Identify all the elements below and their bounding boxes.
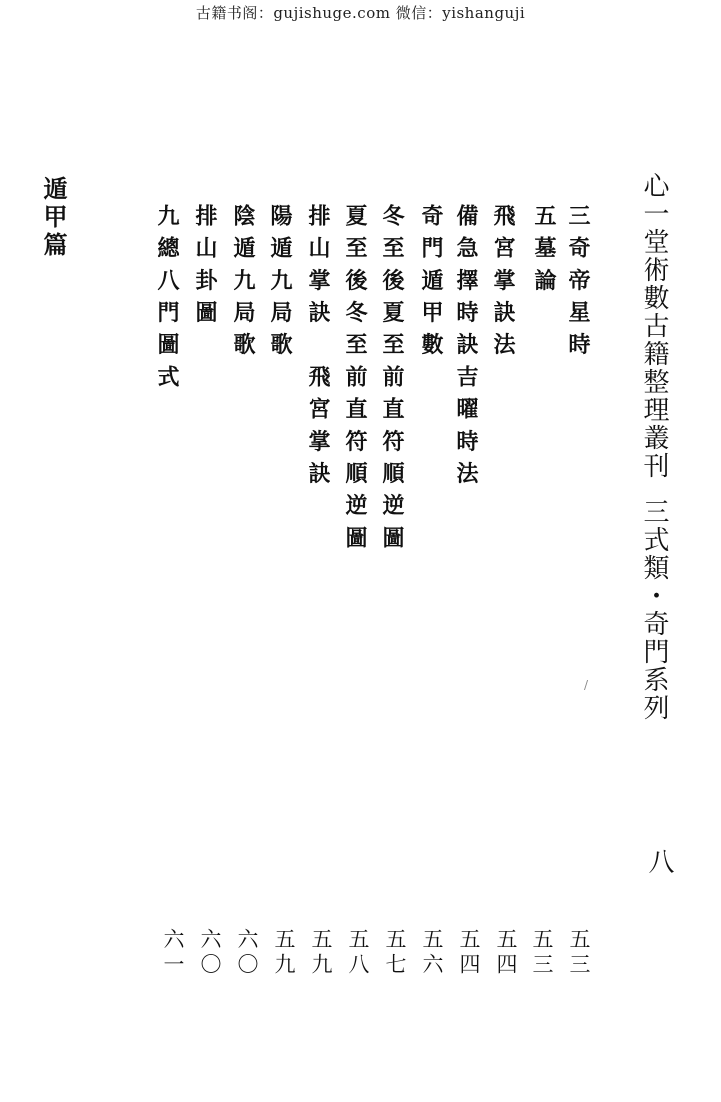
toc-entry-title: 三奇帝星時 xyxy=(565,204,591,365)
toc-page-number: 五九 xyxy=(272,928,296,978)
toc-entry-title: 飛宮掌訣法 xyxy=(490,204,516,365)
toc-page-number: 五七 xyxy=(383,928,407,978)
page-number: 八 xyxy=(644,848,674,874)
watermark-text: 古籍书阁：gujishuge.com 微信：yishanguji xyxy=(195,4,526,22)
toc-entry-title: 陽遁九局歌 xyxy=(267,204,293,365)
toc-entry-subtitle: 飛宮掌訣 xyxy=(305,364,331,494)
toc-page-number: 五九 xyxy=(309,928,333,978)
toc-entry-title: 五墓論 xyxy=(531,204,557,301)
toc-page-number: 五三 xyxy=(530,928,554,978)
toc-page-number: 六一 xyxy=(161,928,185,978)
toc-entry-title: 排山卦圖 xyxy=(192,204,218,333)
series-title: 心一堂術數古籍整理叢刊 xyxy=(639,172,669,480)
toc-page-number: 六〇 xyxy=(198,928,222,978)
toc-entry-title: 九總八門圖式 xyxy=(154,204,180,398)
toc-entry-title: 冬至後夏至前直符順逆圖 xyxy=(379,204,405,559)
toc-entry xyxy=(303,204,334,494)
toc-entry-title: 備急擇時訣吉曜時法 xyxy=(453,204,479,494)
toc-page-number: 五八 xyxy=(346,928,370,978)
toc-entry-title: 夏至後冬至前直符順逆圖 xyxy=(342,204,368,559)
scan-mark: / xyxy=(584,678,589,692)
toc-page-number: 五四 xyxy=(457,928,481,978)
subseries-title: 三式類・奇門系列 xyxy=(639,498,669,722)
toc-entry-title: 陰遁九局歌 xyxy=(230,204,256,365)
toc-entry-title: 奇門遁甲數 xyxy=(418,204,444,365)
toc-entry-title: 排山掌訣 xyxy=(305,204,331,333)
section-title: 遁甲篇 xyxy=(39,176,68,260)
running-head xyxy=(636,172,673,722)
toc-page-number: 五六 xyxy=(420,928,444,978)
toc-page-number: 五四 xyxy=(494,928,518,978)
toc-page-number: 六〇 xyxy=(235,928,259,978)
toc-page-number: 五三 xyxy=(567,928,591,978)
